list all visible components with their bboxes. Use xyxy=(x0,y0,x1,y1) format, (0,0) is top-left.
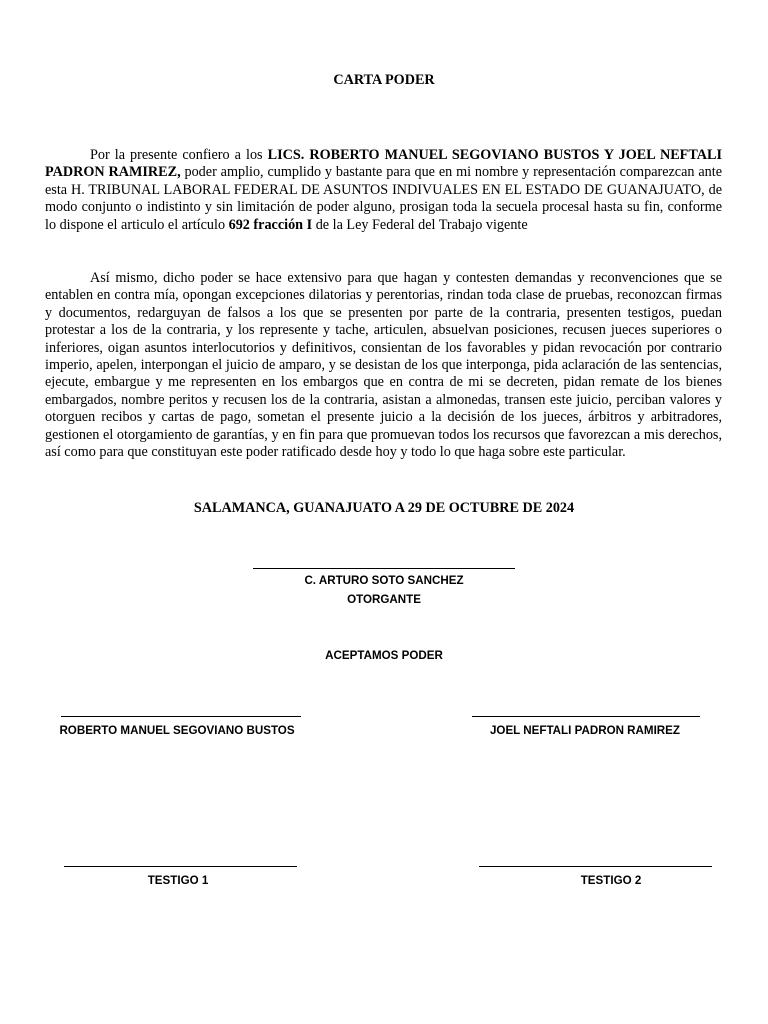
place-and-date: SALAMANCA, GUANAJUATO A 29 DE OCTUBRE DE 2024 xyxy=(193,500,575,516)
paragraph-1-text-a: Por la presente confiero a los xyxy=(90,147,268,163)
paragraph-extension-powers: Así mismo, dicho poder se hace extensivo para que hagan y contesten demandas y reconvenciones que se entablen en contra mía, opongan excepciones dilatorias y perentorias, rindan toda clase de pruebas, reconozcan firmas y documentos, redarguyan de falsos a los que se presenten por parte de la contraria, presenten testigos, puedan protestar a los de la contraria, y los represente y tache, articulen, absuelvan posiciones, recusen jueces superiores o inferiores, oigan asuntos interlocutorios y definitivos, consientan de los favorables y pidan revocación por contrario imperio, apelen, interpongan el juicio de amparo, y se desistan de los que interponga, pida aclaración de las sentencias, ejecute, embargue y me representen en los embargos que en contra de mi se decreten, pidan remate de los bienes embargados, nombre peritos y recusen los de la contraria, asistan a almonedas, transen este juicio, perciban valores y otorguen recibos y cartas de pago, sometan el presente juicio a la decisión de los jueces, árbitros y arbitradores, gestionen el otorgamiento de garantías, y en fin para que promuevan todos los recursos que favorezcan a mis derechos, así como para que constituyan este poder ratificado desde hoy y todo lo que haga sobre este particular. xyxy=(45,270,722,461)
attorneys-names-bold: LICS. ROBERTO MANUEL SEGOVIANO BUSTOS Y JOEL NEFTALI PADRON RAMIREZ, xyxy=(45,147,722,181)
attorney-right-signature-line xyxy=(472,716,700,717)
acceptance-heading: ACEPTAMOS PODER xyxy=(325,649,443,662)
paragraph-1-text-c: de la Ley Federal del Trabajo vigente xyxy=(312,216,528,233)
witness-1-signature-line xyxy=(64,866,297,867)
attorney-left-name: ROBERTO MANUEL SEGOVIANO BUSTOS xyxy=(59,724,295,737)
witness-2-signature-line xyxy=(479,866,712,867)
witness-1-label: TESTIGO 1 xyxy=(147,874,209,887)
attorney-right-name: JOEL NEFTALI PADRON RAMIREZ xyxy=(489,724,680,737)
grantor-name: C. ARTURO SOTO SANCHEZ xyxy=(304,574,464,587)
grantor-role: OTORGANTE xyxy=(347,593,421,606)
grantor-signature-line xyxy=(253,568,515,569)
paragraph-power-granted xyxy=(45,147,722,234)
witness-2-label: TESTIGO 2 xyxy=(580,874,642,887)
paragraph-1-text-b: poder amplio, cumplido y bastante para que en mi nombre y representación comparezcan ante esta H. TRIBUNAL LABORAL FEDERAL DE ASUNTOS INDIVUALES EN EL ESTADO DE GUANAJUATO, de modo conjunto o indistinto y sin limitación de poder alguno, prosigan toda la secuela procesal hasta su fin, conforme lo dispone el articulo el artículo xyxy=(45,164,722,233)
attorney-left-signature-line xyxy=(61,716,301,717)
document-title: CARTA PODER xyxy=(333,72,435,88)
article-reference-bold: 692 fracción I xyxy=(228,216,313,233)
